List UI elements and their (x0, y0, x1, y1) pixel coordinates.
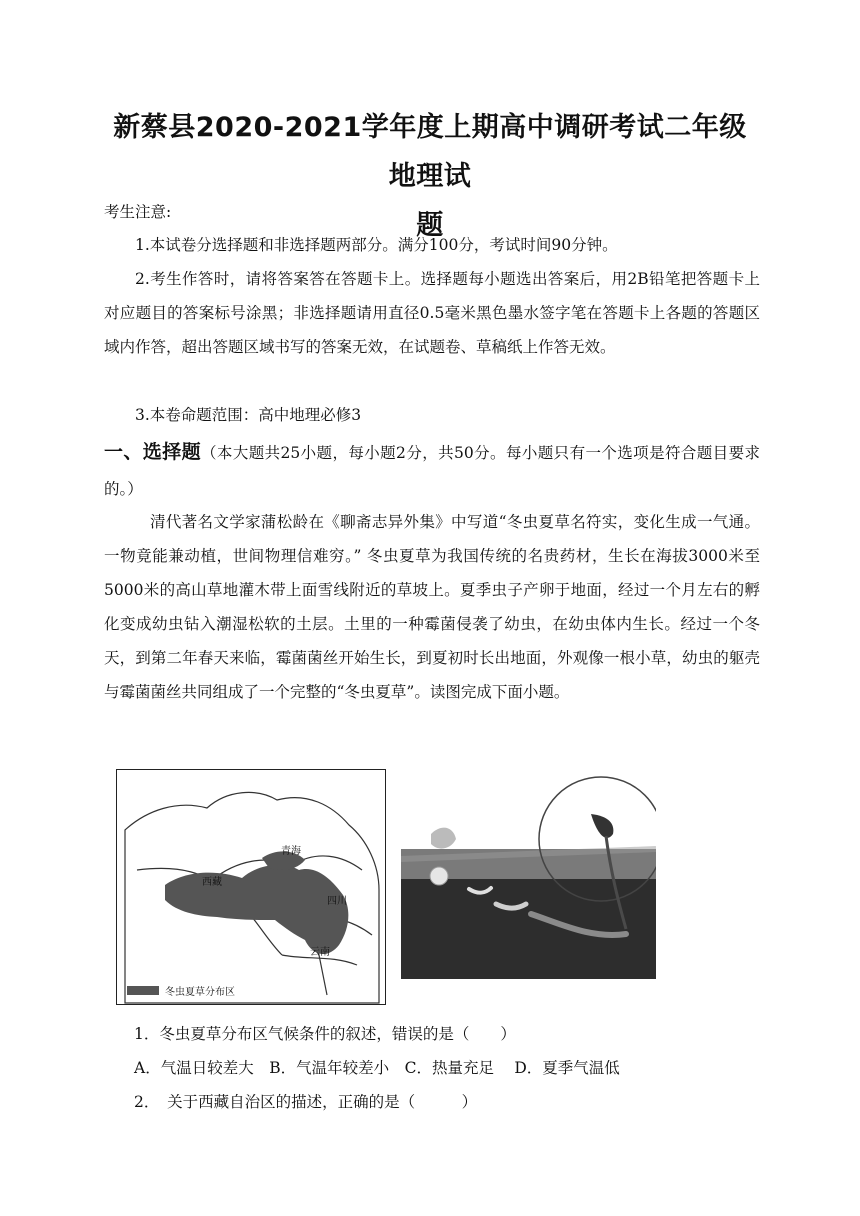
note-2: 2.考生作答时，请将答案答在答题卡上。选择题每小题选出答案后，用2B铅笔把答题卡上对应题目的答案标号涂黑；非选择题请用直径0.5毫米黑色墨水签字笔在答题卡上各题的答题区域内作答，超出答题区域书写的答案无效，在试题卷、草稿纸上作答无效。 (104, 270, 760, 356)
section-1 (104, 434, 760, 507)
question-1-options: A．气温日较差大 B．气温年较差小 C．热量充足 D．夏季气温低 (134, 1059, 620, 1077)
label-yunnan: 云南 (310, 947, 330, 958)
label-xizang: 西藏 (202, 877, 222, 888)
distribution-map (116, 769, 386, 1005)
map-legend (127, 983, 235, 998)
question-2-stem: 2． 关于西藏自治区的描述，正确的是（ ） (134, 1093, 478, 1111)
passage: 清代著名文学家蒲松龄在《聊斋志异外集》中写道“冬虫夏草名符实，变化生成一气通。一物竟能兼动植，世间物理信难穷。” 冬虫夏草为我国传统的名贵药材，生长在海拔3000米至5000米的高山草地灌木带上面雪线附近的草坡上。夏季虫子产卵于地面，经过一个月左右的孵化变成幼虫钻入潮湿松软的土层。土里的一种霉菌侵袭了幼虫，在幼虫体内生长。经过一个冬天，到第二年春天来临，霉菌菌丝开始生长，到夏初时长出地面，外观像一根小草，幼虫的躯壳与霉菌菌丝共同组成了一个完整的“冬虫夏草”。读图完成下面小题。 (104, 513, 760, 701)
section-1-description: （本大题共25小题，每小题2分，共50分。每小题只有一个选项是符合题目要求的。） (104, 444, 760, 498)
map-drawing (117, 770, 385, 1004)
label-sichuan: 四川 (327, 896, 347, 907)
legend-swatch (127, 986, 159, 995)
notice-label: 考生注意: (104, 203, 172, 221)
note-1: 1.本试卷分选择题和非选择题两部分。满分100分，考试时间90分钟。 (135, 236, 618, 254)
section-1-heading: 一、选择题 (104, 441, 202, 463)
legend-label: 冬虫夏草分布区 (165, 987, 235, 998)
title-line-2: 题 (416, 210, 444, 241)
note-3: 3.本卷命题范围：高中地理必修3 (135, 406, 362, 424)
label-qinghai: 青海 (281, 846, 301, 857)
question-1-stem: 1．冬虫夏草分布区气候条件的叙述，错误的是（ ） (134, 1025, 516, 1043)
title-line-1: 新蔡县2020-2021学年度上期高中调研考试二年级地理试 (113, 112, 747, 192)
figure (116, 764, 656, 1004)
cordyceps-illustration (401, 764, 656, 1004)
